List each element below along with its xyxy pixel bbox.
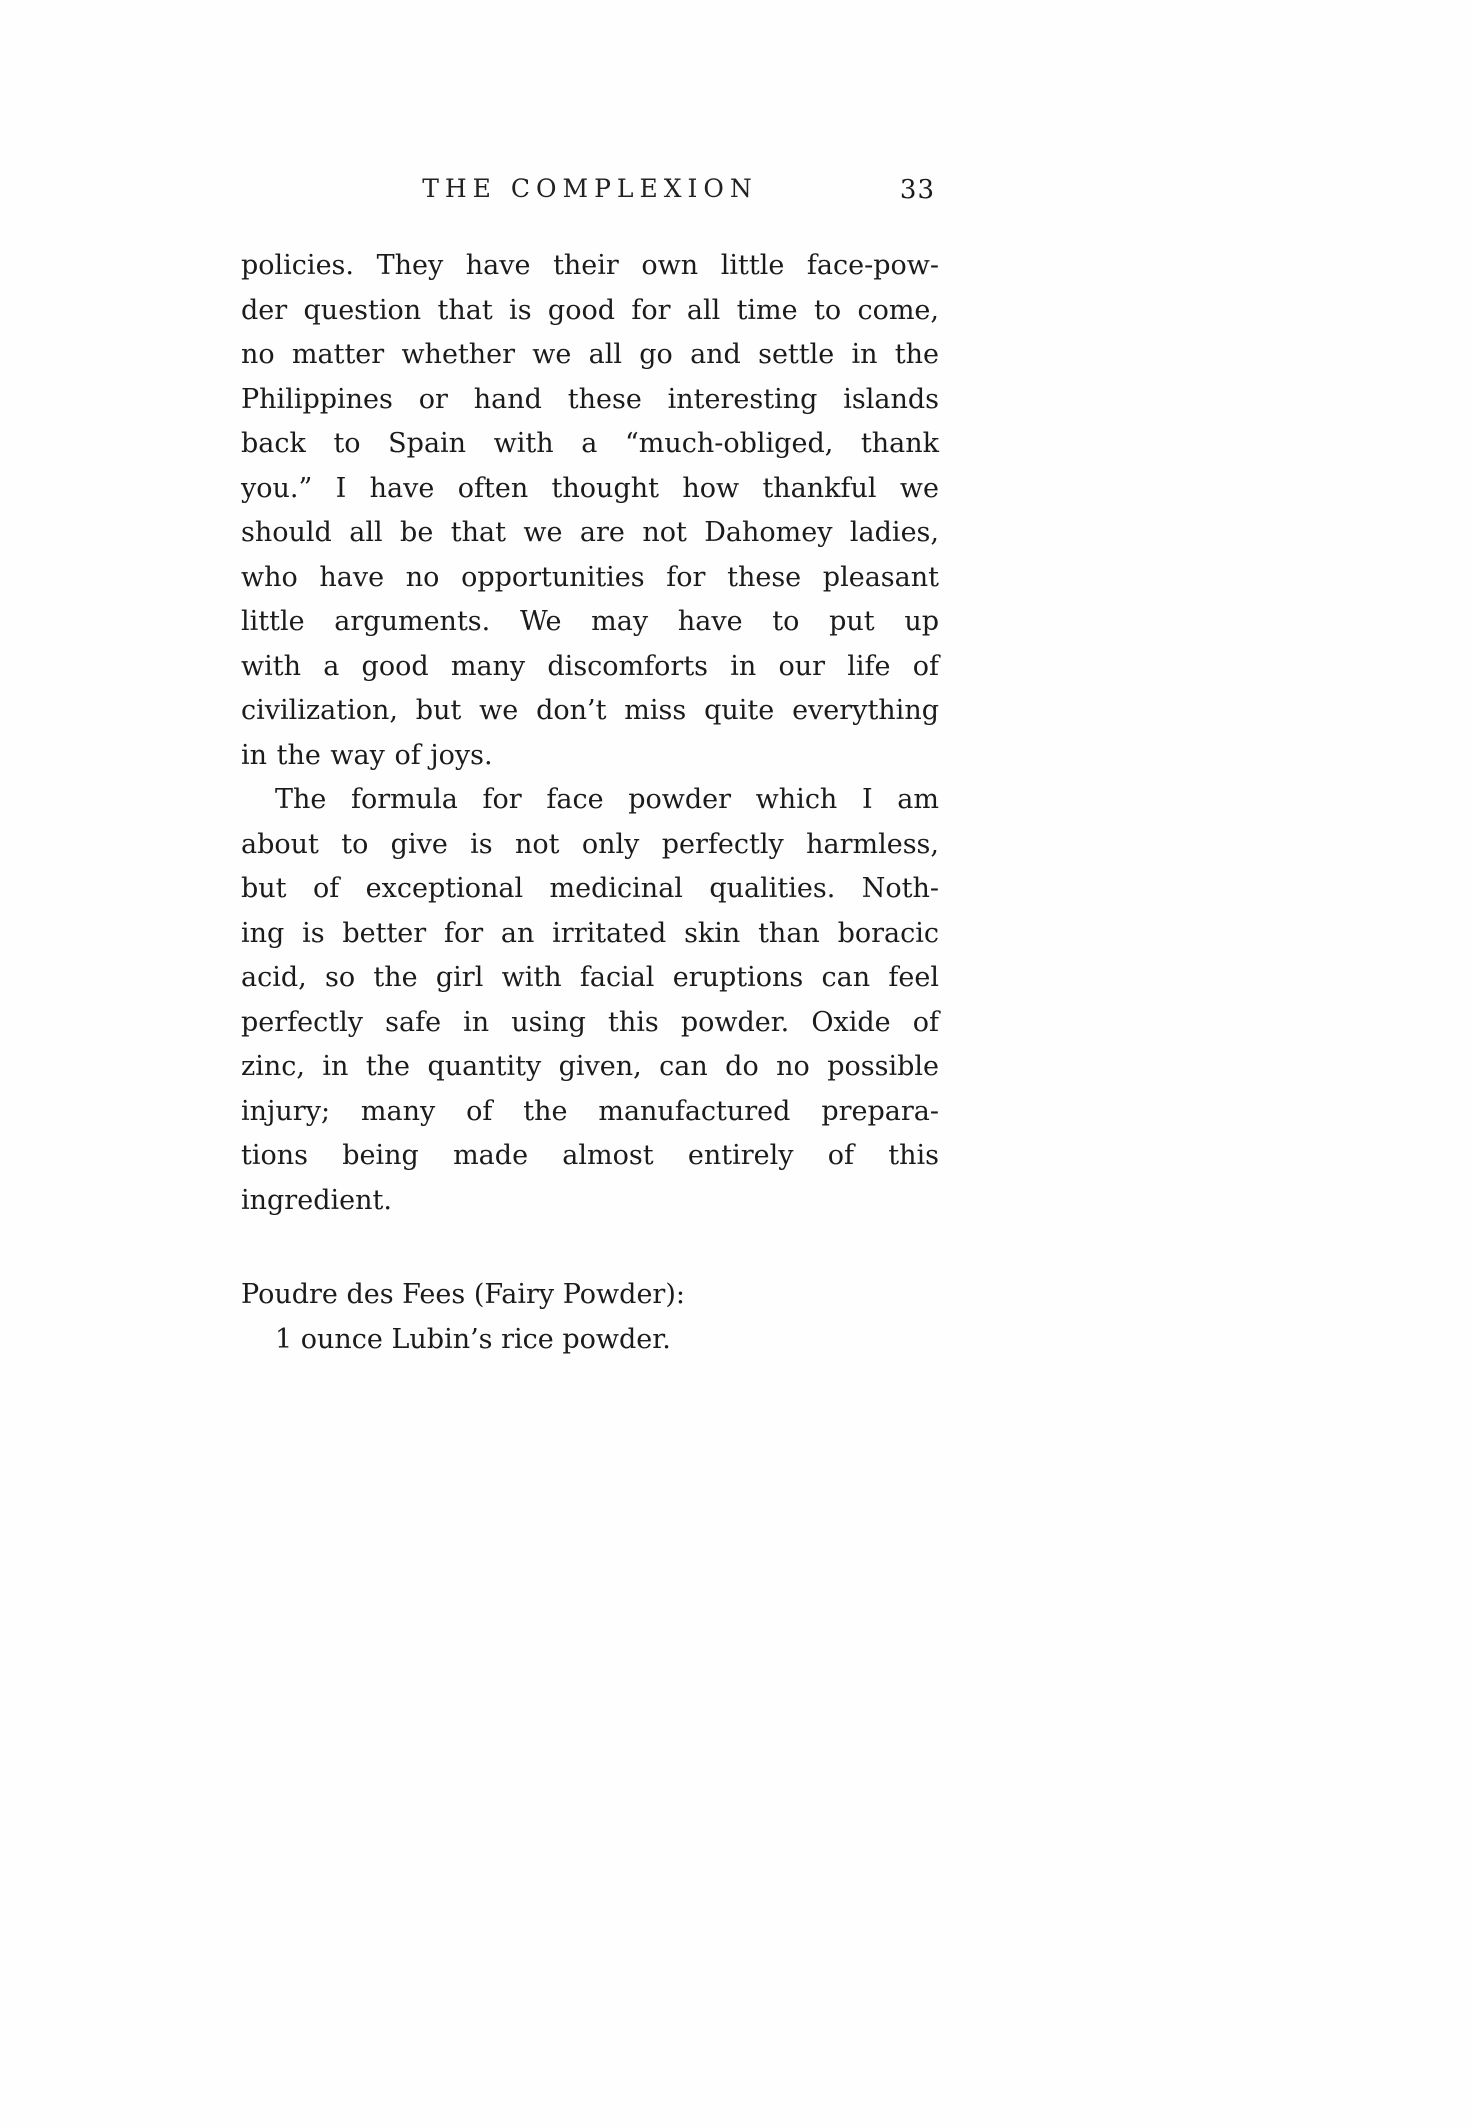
recipe-section	[241, 1273, 939, 1362]
text-line: with a good many discomforts in our life of	[241, 650, 939, 682]
text-line: policies. They have their own little face-pow-	[241, 250, 939, 281]
text-line: who have no opportunities for these pleasant	[241, 561, 939, 593]
paragraph-1	[241, 244, 939, 778]
text-line: der question that is good for all time to come,	[241, 294, 939, 326]
page-title: THE COMPLEXION	[422, 174, 758, 203]
text-line: ingredient.	[241, 1184, 392, 1216]
text-line: in the way of joys.	[241, 739, 493, 771]
text-line: injury; many of the manufactured prepara-	[241, 1095, 939, 1127]
text-line: back to Spain with a “much-obliged, thank	[241, 428, 939, 459]
body-text	[241, 244, 939, 1362]
text-line: civilization, but we don’t miss quite everything	[241, 695, 939, 726]
text-line: you.” I have often thought how thankful we	[241, 472, 939, 504]
page-header	[241, 174, 939, 208]
recipe-item: 1 ounce Lubin’s rice powder.	[275, 1323, 671, 1355]
page-number: 33	[899, 175, 935, 205]
recipe-title: Poudre des Fees (Fairy Powder):	[241, 1279, 685, 1310]
text-line: Philippines or hand these interesting islands	[241, 383, 939, 415]
text-line: about to give is not only perfectly harmless,	[241, 828, 939, 860]
paragraph-2	[241, 778, 939, 1223]
text-line: tions being made almost entirely of this	[241, 1140, 939, 1171]
text-line: little arguments. We may have to put up	[241, 606, 939, 637]
text-line: but of exceptional medicinal qualities. Noth-	[241, 873, 939, 904]
text-line: perfectly safe in using this powder. Oxide of	[241, 1006, 939, 1038]
text-line: zinc, in the quantity given, can do no possible	[241, 1051, 939, 1082]
text-line: no matter whether we all go and settle in the	[241, 339, 939, 370]
text-line: should all be that we are not Dahomey ladies,	[241, 517, 939, 548]
text-line: acid, so the girl with facial eruptions can feel	[241, 962, 939, 993]
text-line: ing is better for an irritated skin than boracic	[241, 917, 939, 949]
text-line: The formula for face powder which I am	[275, 784, 939, 815]
text-block	[241, 174, 939, 1362]
